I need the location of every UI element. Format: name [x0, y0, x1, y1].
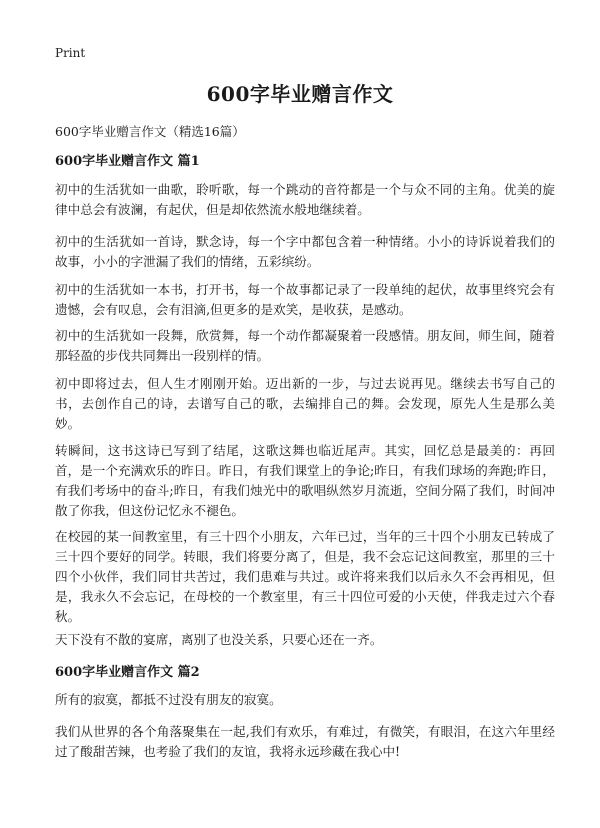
- paragraph: 初中即将过去，但人生才刚刚开始。迈出新的一步，与过去说再见。继续去书写自己的书，去创作自己的诗，去谱写自己的歌，去编排自己的舞。会发现，原先人生是那么美妙。: [55, 376, 555, 431]
- paragraph: 初中的生活犹如一曲歌，聆听歌，每一个跳动的音符都是一个与众不同的主角。优美的旋律中总会有波澜，有起伏，但是却依然流水般地继续着。: [55, 182, 555, 217]
- paragraph: 初中的生活犹如一首诗，默念诗，每一个字中都包含着一种情绪。小小的诗诉说着我们的故事，小小的字泄漏了我们的情绪，五彩缤纷。: [55, 234, 555, 269]
- paragraph: 转瞬间，这书这诗已写到了结尾，这歌这舞也临近尾声。其实，回忆总是最美的：再回首，是一个充满欢乐的昨日。昨日，有我们课堂上的争论;昨日，有我们球场的奔跑;昨日，有我们考场中的奋斗;昨日，有我们烛光中的歌唱纵然岁月流逝，空间分隔了我们，时间冲散了你我，但这份记忆永不褪色。: [55, 443, 555, 518]
- print-link[interactable]: Print: [55, 46, 86, 60]
- page-subtitle: 600字毕业赠言作文（精选16篇）: [55, 124, 245, 139]
- page-title: 600字毕业赠言作文: [206, 82, 394, 106]
- paragraph: 初中的生活犹如一本书，打开书，每一个故事都记录了一段单纯的起伏，故事里终究会有遗憾，会有叹息，会有泪滴,但更多的是欢笑，是收获，是感动。: [55, 282, 555, 317]
- paragraph: 在校园的某一间教室里，有三十四个小朋友，六年已过，当年的三十四个小朋友已转成了三十四个要好的同学。转眼，我们将要分离了，但是，我不会忘记这间教室，那里的三十四个小伙伴，我们同甘共苦过，我们患难与共过。或许将来我们以后永久不会再相见，但是，我永久不会忘记，在母校的一个教室里，有三十四位可爱的小天使，伴我走过六个春秋。: [55, 529, 555, 624]
- paragraph: 所有的寂寞，都抵不过没有朋友的寂寞。: [55, 692, 282, 707]
- section-heading-1: 600字毕业赠言作文 篇1: [55, 154, 200, 169]
- paragraph: 初中的生活犹如一段舞，欣赏舞，每一个动作都凝聚着一段感情。朋友间，师生间，随着那轻盈的步伐共同舞出一段别样的情。: [55, 328, 555, 363]
- paragraph: 我们从世界的各个角落聚集在一起,我们有欢乐，有难过，有微笑，有眼泪，在这六年里经过了酸甜苦辣，也考验了我们的友谊，我将永远珍藏在我心中!: [55, 724, 555, 759]
- paragraph: 天下没有不散的宴席，离别了也没关系，只要心还在一齐。: [55, 632, 383, 647]
- section-heading-2: 600字毕业赠言作文 篇2: [55, 665, 200, 680]
